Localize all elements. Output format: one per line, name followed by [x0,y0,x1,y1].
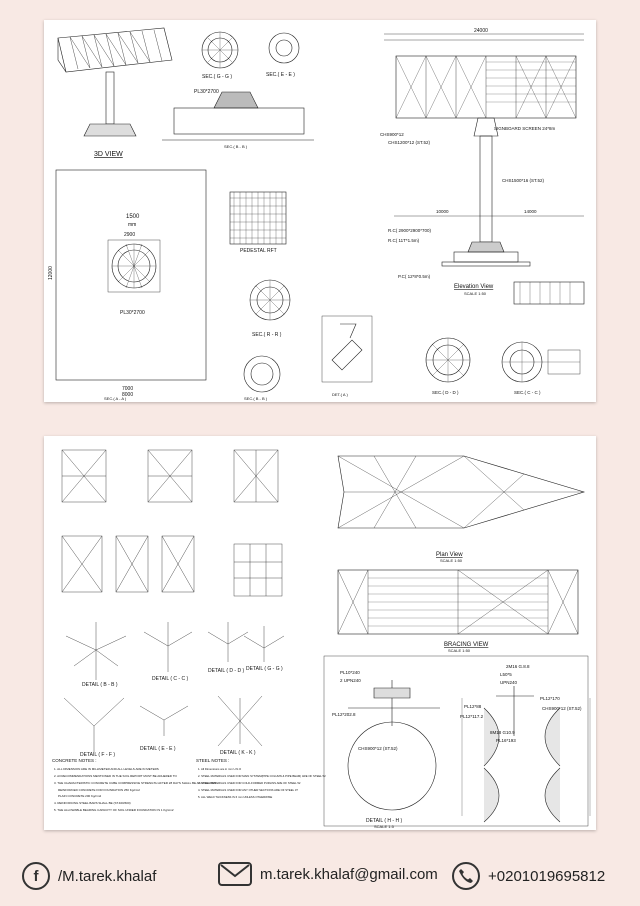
dim-1500: 1500 [126,214,140,220]
pl-top-label: PL30*2700 [194,89,219,95]
pedestal-rft-label: PEDESTAL RFT [240,248,277,254]
det-dd-label: DETAIL ( D - D ) [208,668,245,674]
det-bb-label: DETAIL ( B - B ) [82,682,118,688]
email-address: m.tarek.khalaf@gmail.com [260,865,438,883]
3d-view-drawing [58,28,172,158]
dim-8000: 8000 [122,392,134,398]
dim-7000: 7000 [122,386,134,392]
sec-a-label: SEC.( A - A ) [104,396,127,401]
steel-note: 3. STEEL MATERIALS USED FOR COLD-FORMED PURLINS ARE OF STEEL 52 [198,781,301,785]
bolts-label: 2M16 G.8.8 [506,664,530,669]
sec-r-drawing [244,280,290,401]
concrete-notes [52,758,216,812]
sec-c-drawing [502,342,580,395]
facebook-icon: f [22,862,50,890]
concrete-note: 3. THE CHARACTERISTIC CONCRETE CUBE COMPRESSIVE STRENGTH AFTER 28 DAYS SHALL BE AS FOLLOWS [54,781,217,785]
dim-mm: mm [128,222,137,228]
concrete-note: 1. ALL DIMENSION ARE IN MILLIMETER AND ALL LEVELS ARE IN METERS [54,767,159,771]
pl193-label: PL16*193 [496,738,516,743]
mail-icon [218,862,252,886]
dim-12000: 12000 [48,266,54,280]
pl240-label: PL10*240 [340,670,360,675]
drawing-sheet-2 [44,436,596,830]
bracing-view-scale: SCALE 1:50 [448,648,471,653]
contact-footer [0,848,640,906]
concrete-notes-title: CONCRETE NOTES : [52,758,97,763]
l50-label: L50*5 [500,672,512,677]
steel-notes [196,758,326,799]
rc2-label: R.C( 11T*1.5m) [388,238,420,243]
concrete-note: PLAIN CONCRETE 200 Kg/cm2 [58,794,102,798]
det-gg-label: DETAIL ( G - G ) [246,666,283,672]
pedestal-rft-drawing [230,192,286,254]
footing-plan [48,170,206,401]
chs900-label: CHS900*12 [380,132,404,137]
dim-14000: 14000 [524,209,537,214]
det-hh-scale: SCALE 1:5 [374,824,394,829]
pl117-label: PL12*117.2 [460,714,484,719]
plan-view [338,456,584,563]
rc-label: R.C( 2900*2900*700) [388,228,432,233]
chs900b-label: CHS900*12 (ST.52) [542,706,582,711]
sec-b-top-label: SEC.( B - B ) [224,144,248,149]
det-cc-label: DETAIL ( C - C ) [152,676,189,682]
pl-base-label: PL30*2700 [120,310,145,316]
det-kk-label: DETAIL ( K - K ) [220,750,256,756]
3d-view-title: 3D VIEW [94,151,123,158]
steel-notes-title: STEEL NOTES : [196,758,230,763]
sec-d-label: SEC.( D - D ) [432,390,459,395]
bracing-view-title: BRACING VIEW [444,642,489,648]
det-ee-label: DETAIL ( E - E ) [140,746,176,752]
elevation-title: Elevation View [454,284,494,290]
pc-label: P.C( 12*8*0.5m) [398,274,431,279]
bracing-view [338,570,578,653]
phone-number: +0201019695812 [488,867,606,885]
concrete-note: 2. All RECOMMENDATIONS MENTIONED IN THE SOIL REPORT MUST BE ADHERED TO [54,774,177,778]
sec-b-label: SEC.( B - B ) [244,396,268,401]
det-hh-label: DETAIL ( H - H ) [366,818,403,824]
dim-10000: 10000 [436,209,449,214]
email-contact[interactable] [218,862,438,886]
chs1200-label: CHS1200*12 (ST.52) [388,140,431,145]
detail-hh-drawing [324,656,590,829]
plan-view-scale: SCALE 1:50 [440,558,463,563]
pl88-label: PL12*88 [464,704,482,709]
phone-contact[interactable] [452,862,605,890]
steel-note: 5. ALL WELD THICKNESS IS 6 mm UNLESS OTHERWISE [198,795,273,799]
steel-note: 4. STEEL MATERIALS USED FOR ANY OTHER SECTIONS ARE OF STEEL 37 [198,788,298,792]
concrete-note: 5. THE ALLOWABLE BEARING CAPACITY OF SOIL UNDER FOUNDATION IS 1 Kg/cm2 [54,808,174,812]
plan-view-title: Plan View [436,552,463,558]
concrete-note: REINFORCED CONCRETE FOR FOUNDATION 250 Kg/cm2 [58,788,140,792]
dim-24000: 24000 [474,28,488,34]
upn240-label: 2 UPN240 [340,678,361,683]
truss-details-grid [62,450,282,596]
elevation-view [380,28,584,296]
steel-note: 2. STEEL MATERIALS USED FOR MAIN SYSTEM(PIPE COLUMN & PIPE BEAM) ARE OF STEEL 52 [198,774,326,778]
sec-r-label: SEC.( R - R ) [252,332,282,338]
sec-p-drawing [514,282,584,304]
sec-d-drawing [426,338,470,395]
connection-details [64,622,284,758]
sec-g-drawing [202,32,238,80]
concrete-note: 4. REINFORCING STEEL BARS SHALL BE (ST.400/600) [54,801,131,805]
pedestal-elevation [162,89,314,149]
drawing-sheet-1 [44,20,596,402]
sec-e-drawing [266,33,299,78]
upn240b-label: UPN240 [500,680,518,685]
sec-c-label: SEC.( C - C ) [514,390,541,395]
signboard-label: SIGNBOARD SCREEN 24*8m [494,126,556,131]
facebook-contact[interactable] [22,862,156,890]
steel-note: 1. All Dimensions are in mm U.N.O [198,767,242,771]
sec-g-label: SEC.( G - G ) [202,74,232,80]
phone-icon [452,862,480,890]
chs1500-label: CHS1500*16 (ST.52) [502,178,545,183]
pl170-label: PL12*170 [540,696,560,701]
elevation-scale: SCALE 1:50 [464,291,487,296]
chs900-label: CHS900*12 (ST.52) [358,746,398,751]
facebook-handle: /M.tarek.khalaf [58,867,157,885]
pl202-label: PL12*202.8 [332,712,356,717]
det-ff-label: DETAIL ( F - F ) [80,752,115,758]
sec-e-label: SEC.( E - E ) [266,72,295,78]
det-a-label: DET.( A ) [332,392,348,397]
det-a-drawing [322,316,372,397]
dim-2900: 2900 [124,232,136,238]
bolt-m18-label: 8M18 G10.9 [490,730,515,735]
